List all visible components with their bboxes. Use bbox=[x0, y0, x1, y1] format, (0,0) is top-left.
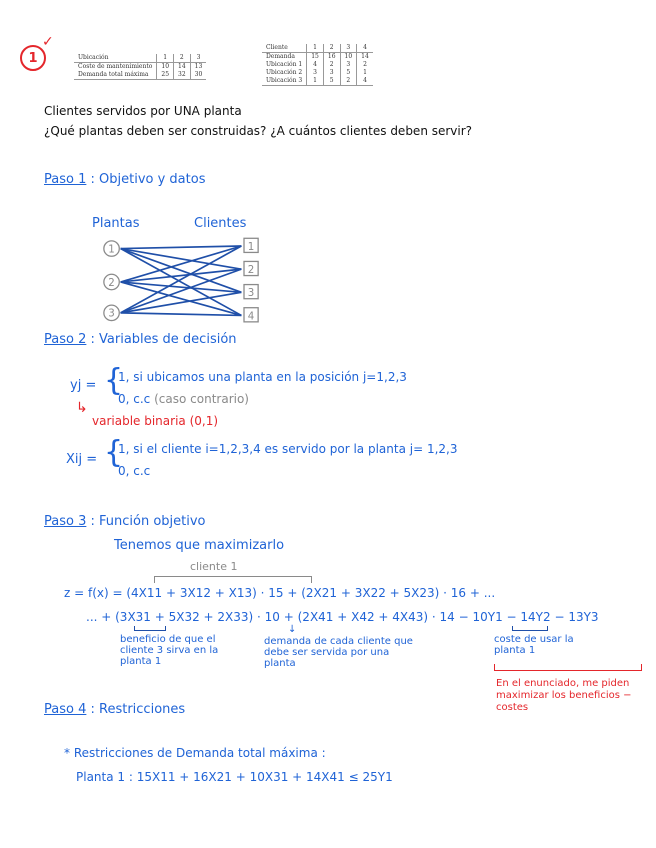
table-cell: 5 bbox=[323, 77, 340, 86]
y-case-0 bbox=[118, 392, 249, 406]
table-cell: Ubicación 3 bbox=[262, 77, 307, 86]
connection-line bbox=[121, 313, 242, 316]
table-header: 1 bbox=[307, 44, 324, 53]
down-arrow-icon: ↓ bbox=[288, 624, 297, 635]
table-header: 4 bbox=[357, 44, 373, 53]
y-variable: yj = bbox=[70, 378, 97, 393]
table-cell: Ubicación 1 bbox=[266, 61, 303, 68]
client-node-label: 4 bbox=[247, 310, 255, 323]
client-node-label: 1 bbox=[247, 240, 255, 253]
table-row bbox=[262, 77, 373, 86]
clients-label: Clientes bbox=[194, 216, 247, 231]
table-header: 2 bbox=[323, 44, 340, 53]
table-cell: 4 bbox=[307, 61, 324, 69]
demand-table bbox=[262, 44, 373, 86]
table-cell: 3 bbox=[307, 69, 324, 77]
table-cell: 2 bbox=[357, 61, 373, 69]
paso3-label: Paso 3 bbox=[44, 514, 87, 529]
table-cell: 5 bbox=[340, 69, 357, 77]
table-header: 2 bbox=[174, 54, 191, 63]
x-brace: { bbox=[104, 435, 124, 470]
table-cell: 10 bbox=[157, 63, 174, 72]
connection-line bbox=[121, 246, 242, 249]
note-benefit: beneficio de que el cliente 3 sirva en la planta 1 bbox=[120, 634, 219, 667]
paso3-subtitle: Tenemos que maximizarlo bbox=[114, 538, 285, 553]
paso2-title: : Variables de decisión bbox=[90, 332, 237, 347]
table-row bbox=[74, 71, 206, 80]
table-cell: Demanda bbox=[266, 53, 295, 60]
table-cell: 10 bbox=[340, 53, 357, 62]
note-red: En el enunciado, me piden maximizar los beneficios − costes bbox=[496, 678, 632, 713]
table-header: 1 bbox=[157, 54, 174, 63]
y-case-1: 1, si ubicamos una planta en la posición j=1,2,3 bbox=[118, 370, 407, 384]
table-cell: 3 bbox=[323, 69, 340, 77]
table-cell: 25 bbox=[157, 71, 174, 80]
table-cell: 14 bbox=[357, 53, 373, 62]
objective-line-1: z = f(x) = (4X11 + 3X12 + X13) · 15 + (2X21 + 3X22 + 5X23) · 16 + ... bbox=[64, 586, 496, 600]
paso1-title: : Objetivo y datos bbox=[90, 172, 206, 187]
statement-line-2: ¿Qué plantas deben ser construidas? ¿A cuántos clientes deben servir? bbox=[44, 124, 473, 138]
table-cell: 2 bbox=[323, 61, 340, 69]
table-cell: 1 bbox=[307, 77, 324, 86]
objective-line-2: ... + (3X31 + 5X32 + 2X33) · 10 + (2X41 + X42 + 4X43) · 14 − 10Y1 − 14Y2 − 13Y3 bbox=[86, 610, 599, 624]
benefit-bracket bbox=[134, 626, 166, 631]
plant-node-label: 3 bbox=[108, 307, 115, 320]
table-cell: 13 bbox=[190, 63, 206, 72]
statement-line-1: Clientes servidos por UNA planta bbox=[44, 104, 242, 118]
paso4-title: : Restricciones bbox=[90, 702, 186, 717]
table-header: Ubicación bbox=[74, 54, 157, 63]
paso1-heading bbox=[44, 172, 205, 187]
table-cell: Coste de mantenimiento bbox=[78, 63, 153, 70]
table-cell: Demanda total máxima bbox=[74, 71, 157, 80]
table-cell: 2 bbox=[340, 77, 357, 86]
constraint-planta-1: Planta 1 : 15X11 + 16X21 + 10X31 + 14X41 ≤ 25Y1 bbox=[76, 770, 393, 784]
note-cost: coste de usar la planta 1 bbox=[494, 634, 574, 656]
table-cell: 3 bbox=[340, 61, 357, 69]
x-case-1: 1, si el cliente i=1,2,3,4 es servido por la planta j= 1,2,3 bbox=[118, 442, 458, 456]
table-cell: 1 bbox=[357, 69, 373, 77]
table-cell: 16 bbox=[323, 53, 340, 62]
table-cell: 32 bbox=[174, 71, 191, 80]
cost-bracket bbox=[512, 626, 548, 631]
table-cell: Ubicación 2 bbox=[266, 69, 303, 76]
plant-node-label: 1 bbox=[108, 243, 115, 256]
table-cell: 30 bbox=[190, 71, 206, 80]
table-cell: 15 bbox=[307, 53, 324, 62]
client-node-label: 2 bbox=[247, 264, 255, 276]
table-row bbox=[74, 63, 206, 72]
table-cell: 4 bbox=[357, 77, 373, 86]
x-variable: Xij = bbox=[66, 452, 98, 467]
y-case-0-note: (caso contrario) bbox=[154, 392, 249, 406]
paso4-heading bbox=[44, 702, 185, 717]
paso4-label: Paso 4 bbox=[44, 702, 87, 717]
plant-node-label: 2 bbox=[108, 276, 115, 289]
paso3-title: : Función objetivo bbox=[90, 514, 206, 529]
x-case-0: 0, c.c bbox=[118, 464, 151, 478]
table-header: 3 bbox=[340, 44, 357, 53]
y-brace: { bbox=[104, 363, 124, 398]
cliente1-label: cliente 1 bbox=[190, 560, 238, 573]
check-icon: ✓ bbox=[42, 34, 54, 50]
binary-note: variable binaria (0,1) bbox=[92, 414, 219, 428]
y-case-0-text: 0, c.c bbox=[118, 392, 151, 406]
paso3-heading bbox=[44, 514, 206, 529]
paso2-label: Paso 2 bbox=[44, 332, 87, 347]
table-row bbox=[262, 53, 373, 62]
client-node-label: 3 bbox=[247, 287, 255, 300]
paso4-subtitle: * Restricciones de Demanda total máxima : bbox=[64, 746, 326, 760]
table-header: Cliente bbox=[262, 44, 307, 53]
plants-label: Plantas bbox=[92, 216, 140, 231]
table-row bbox=[262, 69, 373, 77]
plant-client-diagram bbox=[100, 232, 280, 332]
maintenance-table bbox=[74, 54, 206, 80]
paso1-label: Paso 1 bbox=[44, 172, 87, 187]
cost-red-bracket bbox=[494, 664, 642, 671]
paso2-heading bbox=[44, 332, 237, 347]
problem-number: 1 bbox=[20, 45, 46, 71]
arrow-icon: ↳ bbox=[76, 400, 88, 416]
table-cell: 14 bbox=[174, 63, 191, 72]
cliente1-bracket bbox=[154, 576, 312, 583]
table-row bbox=[262, 61, 373, 69]
table-header: 3 bbox=[190, 54, 206, 63]
note-demand: demanda de cada cliente que debe ser servida por una planta bbox=[264, 636, 413, 669]
